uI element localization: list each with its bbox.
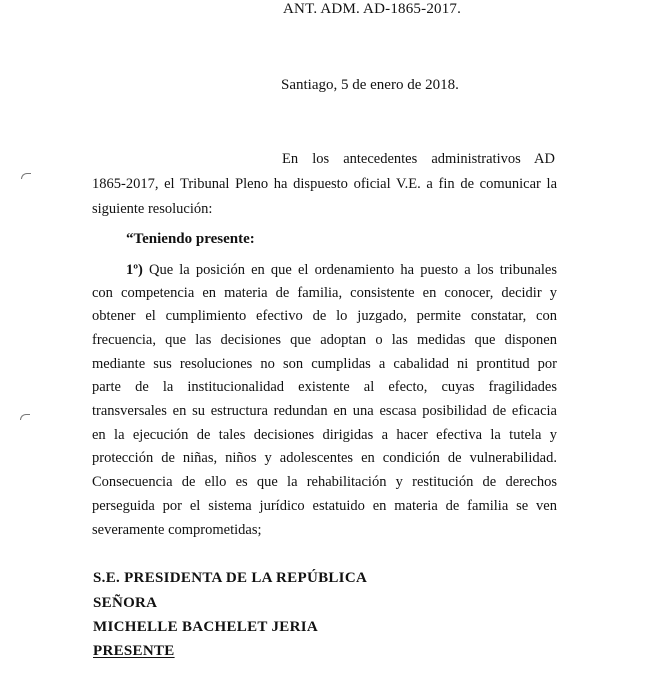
addressee-name: MICHELLE BACHELET JERIA [93,619,319,635]
item-number: 1º) [126,262,143,278]
intro-line: 1865-2017, el Tribunal Pleno ha dispuesto oficial V.E. a fin de comunicar la [92,176,557,192]
intro-line: siguiente resolución: [92,201,213,217]
section-heading: “Teniendo presente: [126,231,255,247]
paragraph-line: frecuencia, que las decisiones que adoptan o las medidas que disponen [92,332,557,348]
paragraph-line: transversales en su estructura redundan en una escasa posibilidad de eficacia [92,403,557,419]
paragraph-line: perseguida por el sistema jurídico estatuido en materia de familia se ven [92,498,557,514]
reference-number: ANT. ADM. AD-1865-2017. [283,1,462,17]
paragraph-first-line [126,262,557,279]
addressee-title: S.E. PRESIDENTA DE LA REPÚBLICA [93,570,368,586]
paragraph-line: parte de la institucionalidad existente al efecto, cuyas fragilidades [92,379,557,395]
paragraph-line: severamente comprometidas; [92,522,262,538]
paragraph-line: Consecuencia de ello es que la rehabilitación y restitución de derechos [92,474,557,490]
addressee-salutation: SEÑORA [93,595,158,611]
addressee-presente: PRESENTE [93,643,175,659]
paragraph-line: mediante sus resoluciones no son cumplidas a cabalidad ni prontitud por [92,356,557,372]
paragraph-line: protección de niñas, niños y adolescentes en condición de vulnerabilidad. [92,450,557,466]
margin-mark [20,414,30,420]
margin-mark [21,173,31,179]
paragraph-line: Que la posición en que el ordenamiento ha puesto a los tribunales [149,262,557,278]
paragraph-line: obtener el cumplimiento efectivo de lo juzgado, permite constatar, con [92,308,557,324]
intro-line: En los antecedentes administrativos AD [282,151,555,167]
paragraph-line: en la ejecución de tales decisiones dirigidas a hacer efectiva la tutela y [92,427,557,443]
date-line: Santiago, 5 de enero de 2018. [281,77,459,93]
paragraph-line: con competencia en materia de familia, consistente en conocer, decidir y [92,285,557,301]
